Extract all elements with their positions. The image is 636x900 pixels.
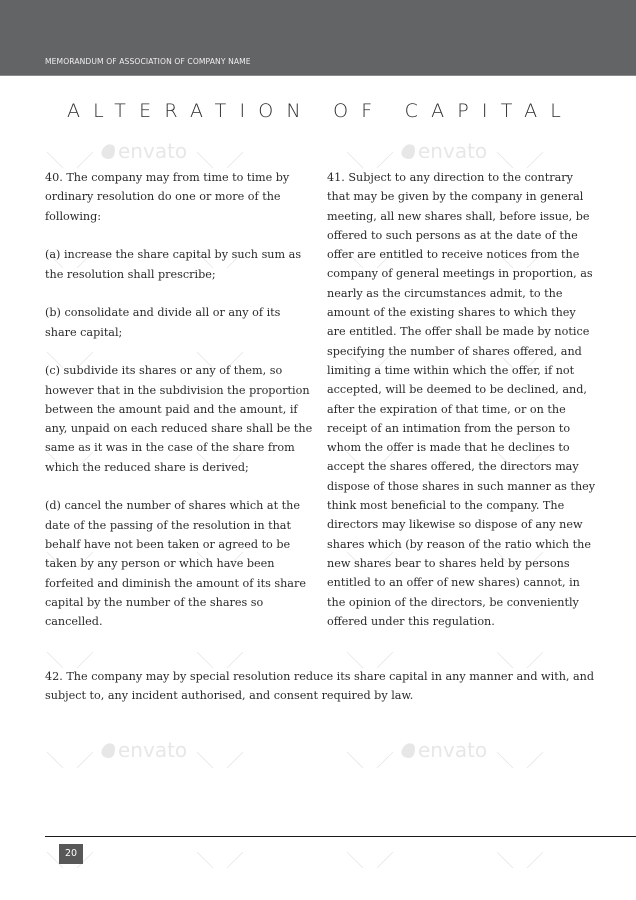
pattern-stroke (227, 852, 243, 868)
pattern-stroke (347, 852, 363, 868)
right-column (327, 168, 597, 651)
pattern-stroke (377, 152, 393, 168)
pattern-stroke (377, 752, 393, 768)
pattern-stroke (527, 752, 543, 768)
pattern-stroke (77, 752, 93, 768)
pattern-stroke (47, 652, 63, 668)
clause-40-b: (b) consolidate and divide all or any of its share capital; (45, 306, 281, 339)
page-number-badge: 20 (59, 844, 83, 864)
watermark-text: envato (118, 139, 188, 163)
envato-leaf-icon (100, 741, 117, 760)
pattern-stroke (527, 652, 543, 668)
watermark (402, 139, 487, 163)
pattern-stroke (377, 852, 393, 868)
clause-42: 42. The company may by special resolution reduce its share capital in any manner and with, and subject to, any incident authorised, and consent required by law. (45, 670, 595, 703)
page-title: ALTERATION OF CAPITAL (66, 100, 575, 122)
full-width-section (45, 667, 625, 706)
footer-divider (45, 836, 636, 837)
pattern-stroke (197, 852, 213, 868)
header-band (0, 0, 636, 76)
pattern-stroke (197, 152, 213, 168)
watermark-text: envato (118, 738, 188, 762)
pattern-stroke (77, 152, 93, 168)
pattern-stroke (47, 752, 63, 768)
pattern-stroke (227, 652, 243, 668)
watermark (402, 738, 487, 762)
watermark-text: envato (418, 738, 488, 762)
left-column (45, 168, 315, 651)
pattern-stroke (497, 152, 513, 168)
pattern-stroke (347, 752, 363, 768)
clause-40-c: (c) subdivide its shares or any of them, so however that in the subdivision the proportion between the amount paid and the amount, if any, unpaid on each reduced share shall be the same as it was in the case of the share from which the reduced share is derived; (45, 364, 313, 474)
pattern-stroke (347, 152, 363, 168)
pattern-stroke (497, 852, 513, 868)
envato-leaf-icon (100, 142, 117, 161)
pattern-stroke (527, 152, 543, 168)
clause-40-d: (d) cancel the number of shares which at the date of the passing of the resolution in that behalf have not been taken or agreed to be taken by any person or which have been forfeited and diminish the amount of its share capital by the number of the shares so cancelled. (45, 499, 306, 629)
pattern-stroke (497, 652, 513, 668)
watermark (102, 738, 187, 762)
watermark (102, 139, 187, 163)
clause-41: 41. Subject to any direction to the contrary that may be given by the company in general meeting, all new shares shall, before issue, be offered to such persons as at the date of the offer are entitled to receive notices from the company of general meetings in proportion, as nearly as the circumstances admit, to the amount of the existing shares to which they are entitled. The offer shall be made by notice specifying the number of shares offered, and limiting a time within which the offer, if not accepted, will be deemed to be declined, and, after the expiration of that time, or on the receipt of an intimation from the person to whom the offer is made that he declines to accept the shares offered, the directors may dispose of those shares in such manner as they think most beneficial to the company. The directors may likewise so dispose of any new shares which (by reason of the ratio which the new shares bear to shares held by persons entitled to an offer of new shares) cannot, in the opinion of the directors, be conveniently offered under this regulation. (327, 171, 596, 628)
pattern-stroke (497, 752, 513, 768)
document-title: MEMORANDUM OF ASSOCIATION OF COMPANY NAME (45, 57, 251, 66)
pattern-stroke (227, 752, 243, 768)
pattern-stroke (527, 852, 543, 868)
pattern-stroke (47, 152, 63, 168)
pattern-stroke (197, 652, 213, 668)
envato-leaf-icon (400, 142, 417, 161)
clause-40-a: (a) increase the share capital by such sum as the resolution shall prescribe; (45, 248, 302, 281)
envato-leaf-icon (400, 741, 417, 760)
pattern-stroke (77, 652, 93, 668)
pattern-stroke (347, 652, 363, 668)
pattern-stroke (197, 752, 213, 768)
pattern-stroke (377, 652, 393, 668)
watermark-text: envato (418, 139, 488, 163)
pattern-stroke (227, 152, 243, 168)
clause-40: 40. The company may from time to time by ordinary resolution do one or more of the following: (45, 171, 290, 223)
